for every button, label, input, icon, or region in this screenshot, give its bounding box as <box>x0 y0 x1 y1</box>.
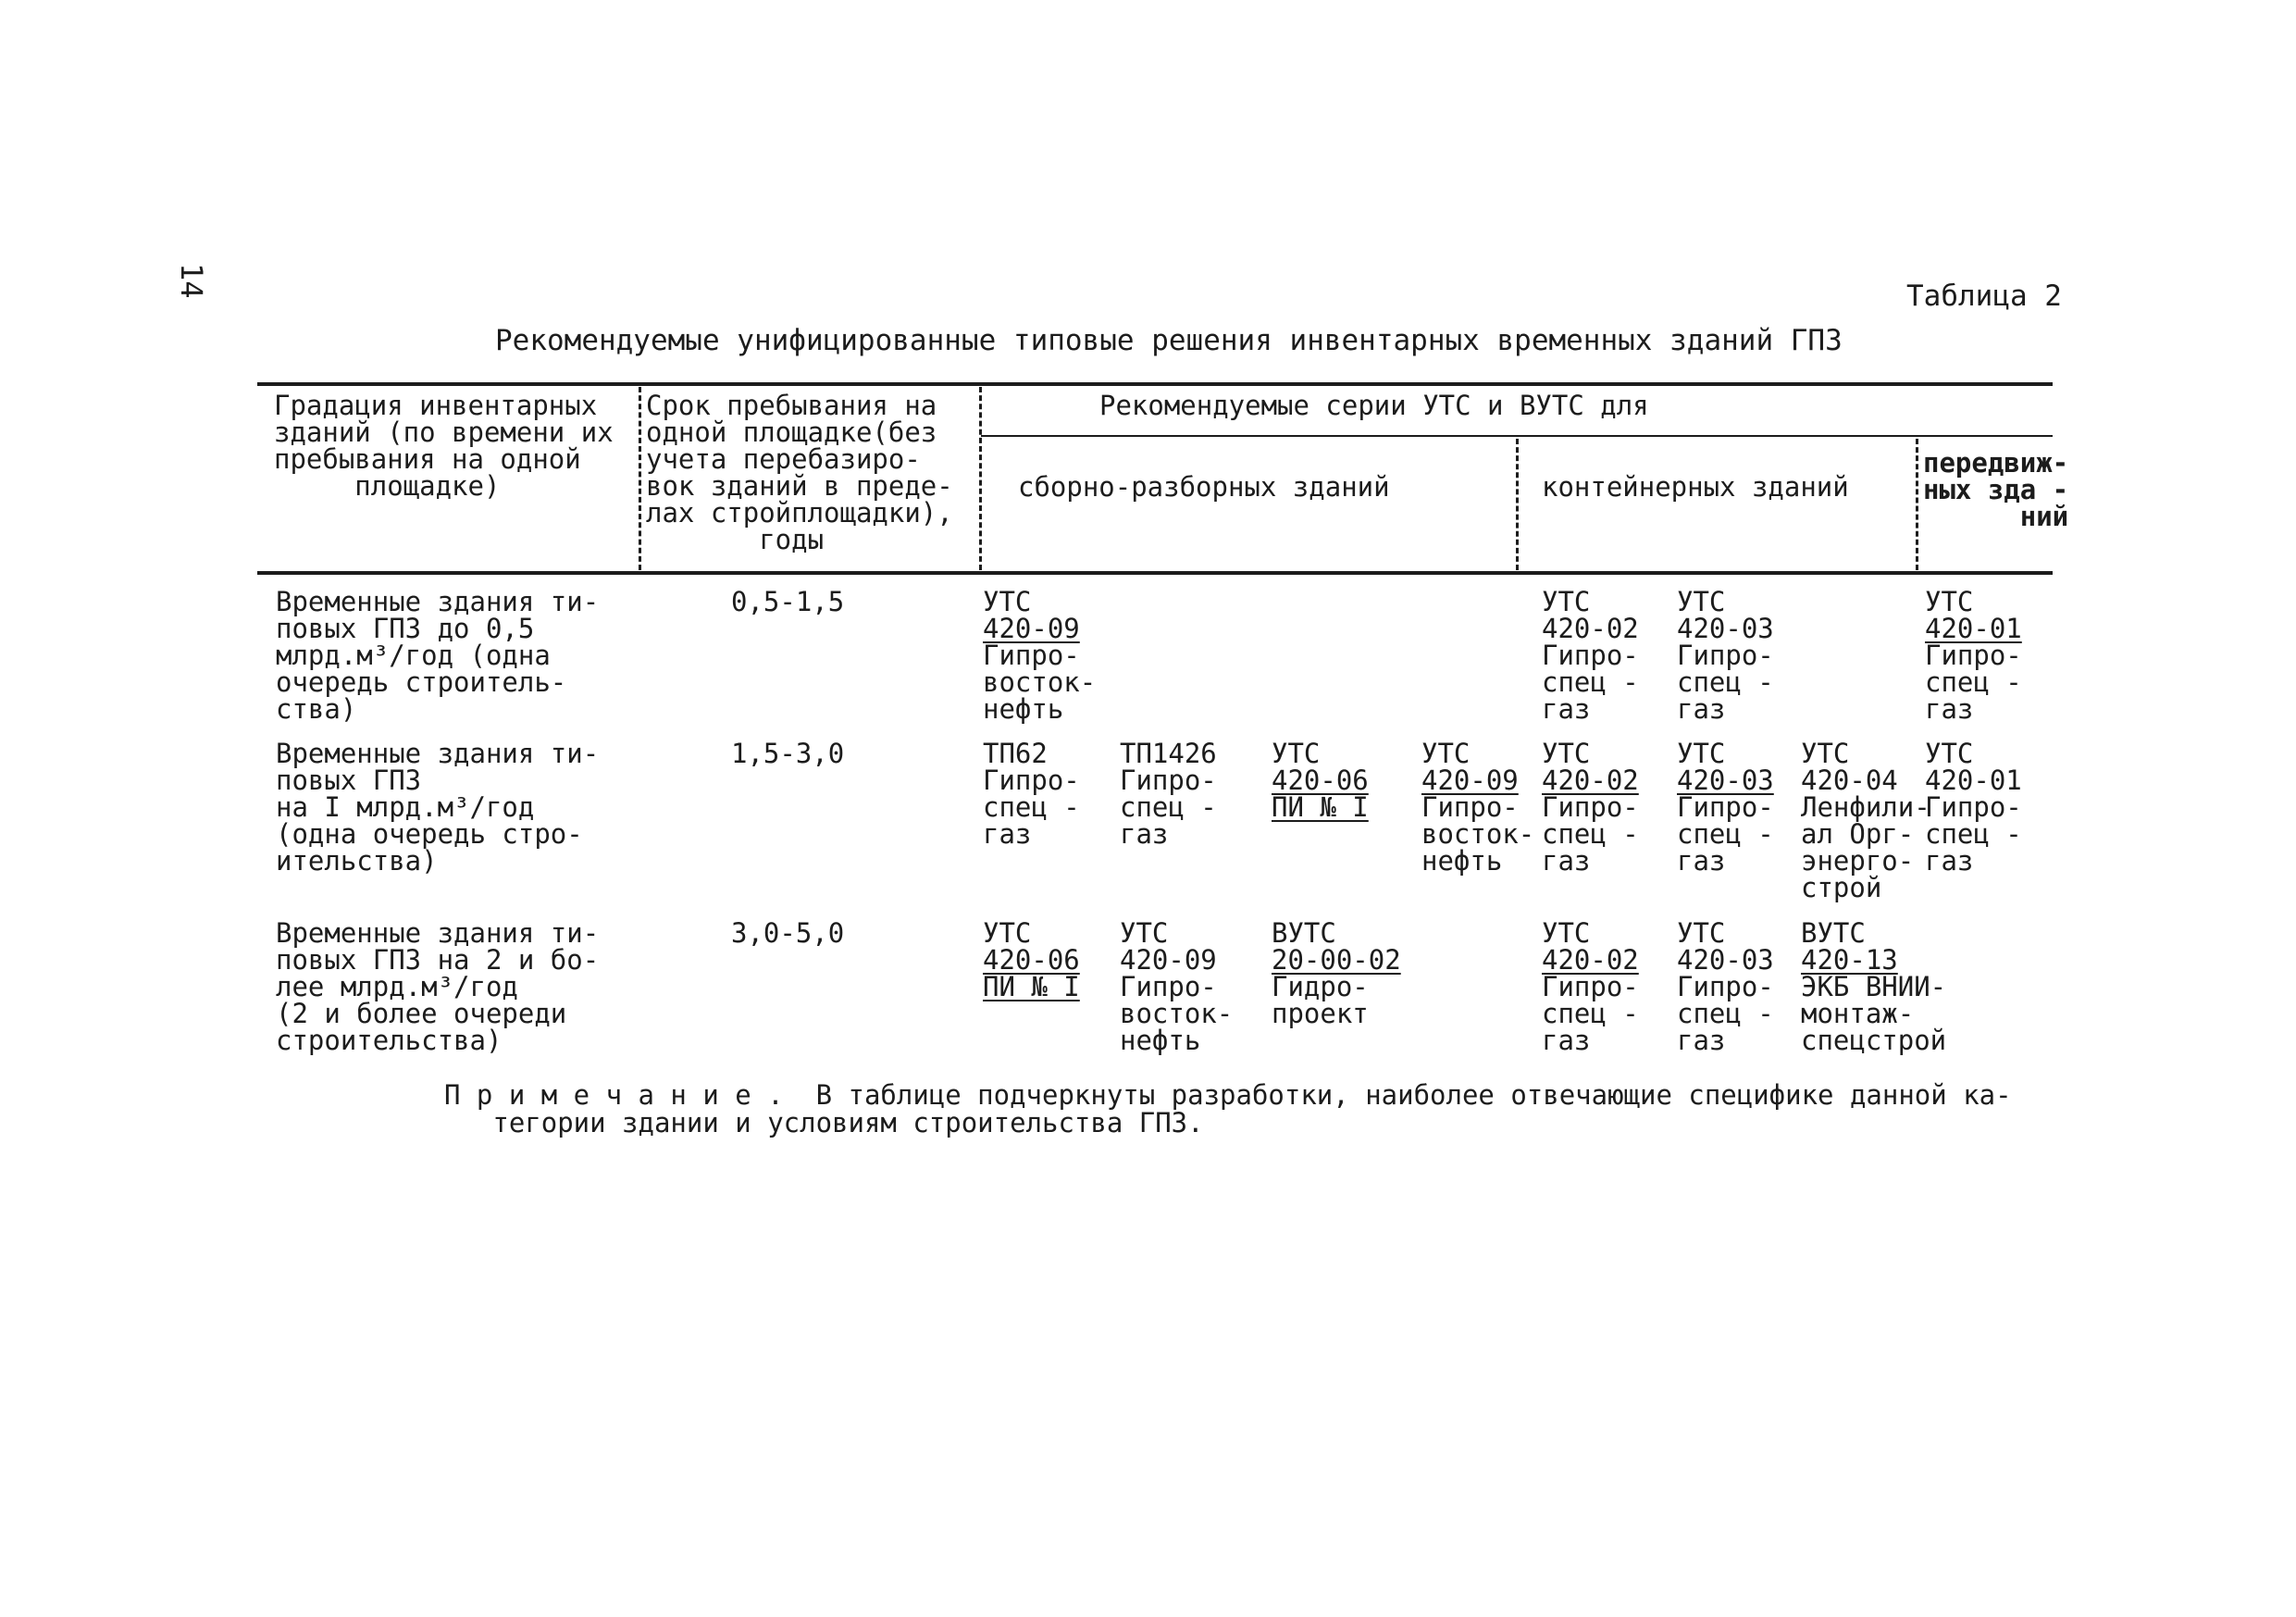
subcol-divider-2 <box>1916 439 1918 570</box>
series-cell: ВУТС 420-13 ЭКБ ВНИИ- монтаж- спецстрой <box>1801 917 1947 1056</box>
header-bottom-rule <box>257 571 2053 575</box>
series-cell: УТС 420-03 Гипро- спец - газ <box>1677 586 1774 725</box>
series-cell: УТС 420-01 Гипро- спец - газ <box>1925 738 2022 877</box>
series-cell: УТС 420-04 Ленфили- ал Орг- энерго- строй <box>1801 738 1930 903</box>
col-divider-2 <box>979 387 982 570</box>
row1-term: 0,5-1,5 <box>731 586 845 617</box>
table-title: Рекомендуемые унифицированные типовые решения инвентарных временных зданий ГПЗ <box>495 324 1843 357</box>
series-cell: ТП62 Гипро- спец - газ <box>983 738 1080 850</box>
series-cell: УТС 420-09 Гипро- восток- нефть <box>1120 917 1234 1056</box>
series-cell: УТС 420-06 ПИ № I <box>1272 738 1369 823</box>
series-cell: УТС 420-09 Гипро- восток- нефть <box>983 586 1097 725</box>
header-mobile: передвиж- ных зда - ний <box>1923 447 2069 532</box>
series-cell: УТС 420-03 Гипро- спец - газ <box>1677 738 1774 877</box>
row2-category: Временные здания ти- повых ГПЗ на I млрд.м³/год (одна очередь стро- ительства) <box>276 738 600 877</box>
header-term: Срок пребывания на одной площадке(без учета перебазиро- вок зданий в преде- лах стройплощадки), годы <box>646 390 953 555</box>
subcol-divider-1 <box>1516 439 1519 570</box>
series-cell: УТС 420-06 ПИ № I <box>983 917 1080 1002</box>
series-cell: УТС 420-02 Гипро- спец - газ <box>1542 738 1639 877</box>
table-label: Таблица 2 <box>1906 280 2062 313</box>
row2-term: 1,5-3,0 <box>731 738 845 769</box>
series-cell: УТС 420-02 Гипро- спец - газ <box>1542 917 1639 1056</box>
header-container: контейнерных зданий <box>1542 471 1849 503</box>
row3-category: Временные здания ти- повых ГПЗ на 2 и бо- лее млрд.м³/год (2 и более очереди строительства) <box>276 917 600 1056</box>
series-cell: УТС 420-02 Гипро- спец - газ <box>1542 586 1639 725</box>
group-header-rule <box>981 435 2053 437</box>
series-cell: УТС 420-03 Гипро- спец - газ <box>1677 917 1774 1056</box>
row1-category: Временные здания ти- повых ГПЗ до 0,5 млрд.м³/год (одна очередь строитель- ства) <box>276 586 600 725</box>
table-top-rule <box>257 382 2053 386</box>
series-cell: УТС 420-09 Гипро- восток- нефть <box>1421 738 1535 877</box>
header-recommended-series: Рекомендуемые серии УТС и ВУТС для <box>1099 390 1649 421</box>
header-collapsible: сборно-разборных зданий <box>1018 471 1390 503</box>
col-divider-1 <box>639 387 641 570</box>
series-cell: УТС 420-01 Гипро- спец - газ <box>1925 586 2022 725</box>
table-note: П р и м е ч а н и е . В таблице подчеркнуты разработки, наиболее отвечающие специфике данной ка- тегории здании и условиям строительства ГПЗ. <box>444 1079 2012 1138</box>
series-cell: ВУТС 20-00-02 Гидро- проект <box>1272 917 1401 1029</box>
row3-term: 3,0-5,0 <box>731 917 845 949</box>
series-cell: ТП1426 Гипро- спец - газ <box>1120 738 1217 850</box>
page-number: 14 <box>174 263 209 299</box>
header-category: Градация инвентарных зданий (по времени их пребывания на одной площадке) <box>274 390 614 502</box>
